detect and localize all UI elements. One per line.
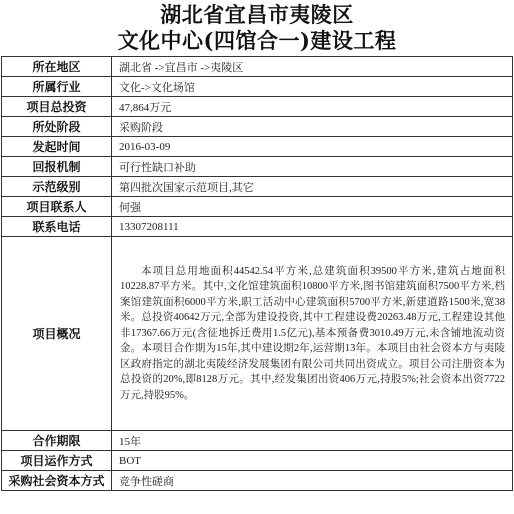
field-value: 15年 — [112, 431, 513, 451]
field-label: 所在地区 — [2, 57, 112, 77]
document-title-line1: 湖北省宜昌市夷陵区 — [160, 2, 354, 27]
overview-cell — [112, 237, 513, 431]
field-label: 项目总投资 — [2, 97, 112, 117]
field-label: 采购社会资本方式 — [2, 471, 112, 491]
field-value: BOT — [112, 451, 513, 471]
row-location — [2, 57, 513, 77]
field-label: 所处阶段 — [2, 117, 112, 137]
field-label: 项目运作方式 — [2, 451, 112, 471]
field-value: 第四批次国家示范项目,其它 — [112, 177, 513, 197]
row-return-mechanism — [2, 157, 513, 177]
row-phone — [2, 217, 513, 237]
field-label: 联系电话 — [2, 217, 112, 237]
row-cooperation-period — [2, 431, 513, 451]
field-label: 项目概况 — [2, 237, 112, 431]
field-value: 湖北省 ->宜昌市 ->夷陵区 — [112, 57, 513, 77]
field-value: 采购阶段 — [112, 117, 513, 137]
field-value: 文化->文化场馆 — [112, 77, 513, 97]
field-label: 示范级别 — [2, 177, 112, 197]
field-label: 项目联系人 — [2, 197, 112, 217]
row-start-date — [2, 137, 513, 157]
document-title-line2: 文化中心(四馆合一)建设工程 — [117, 28, 397, 53]
field-value: 2016-03-09 — [112, 137, 513, 157]
row-overview — [2, 237, 513, 431]
field-value: 何强 — [112, 197, 513, 217]
row-industry — [2, 77, 513, 97]
row-contact-person — [2, 197, 513, 217]
field-label: 合作期限 — [2, 431, 112, 451]
row-procurement-method — [2, 471, 513, 491]
row-demonstration-level — [2, 177, 513, 197]
field-label: 回报机制 — [2, 157, 112, 177]
row-total-investment — [2, 97, 513, 117]
project-info-table — [1, 56, 513, 491]
field-label: 所属行业 — [2, 77, 112, 97]
field-value: 13307208111 — [112, 217, 513, 237]
field-value: 竞争性磋商 — [112, 471, 513, 491]
field-value: 可行性缺口补助 — [112, 157, 513, 177]
overview-text: 本项目总用地面积44542.54平方米,总建筑面积39500平方米,建筑占地面积10228.87平方米。其中,文化馆建筑面积10800平方米,图书馆建筑面积7500平方米,档案馆建筑面积6000平方米,职工活动中心建筑面积5700平方米,新建道路1500米,宽38米。总投资40642万元,全部为建设投资,其中工程建设费20263.48万元,工程建设其他非17367.66万元(含征地拆迁费用1.5亿元),基本预备费3010.49万元,未含铺地流动资金。本项目合作期为15年,其中建设期2年,运营期13年。本项目由社会资本方与夷陵区政府指定的湖北夷陵经济发展集团有限公司共同出资成立。项目公司注册资本为总投资的20%,即8128万元。其中,经发集团出资406万元,持股5%;社会资本出资7722万元,持股95%。 — [120, 265, 505, 401]
field-label: 发起时间 — [2, 137, 112, 157]
row-stage — [2, 117, 513, 137]
row-operation-mode — [2, 451, 513, 471]
field-value: 47,864万元 — [112, 97, 513, 117]
